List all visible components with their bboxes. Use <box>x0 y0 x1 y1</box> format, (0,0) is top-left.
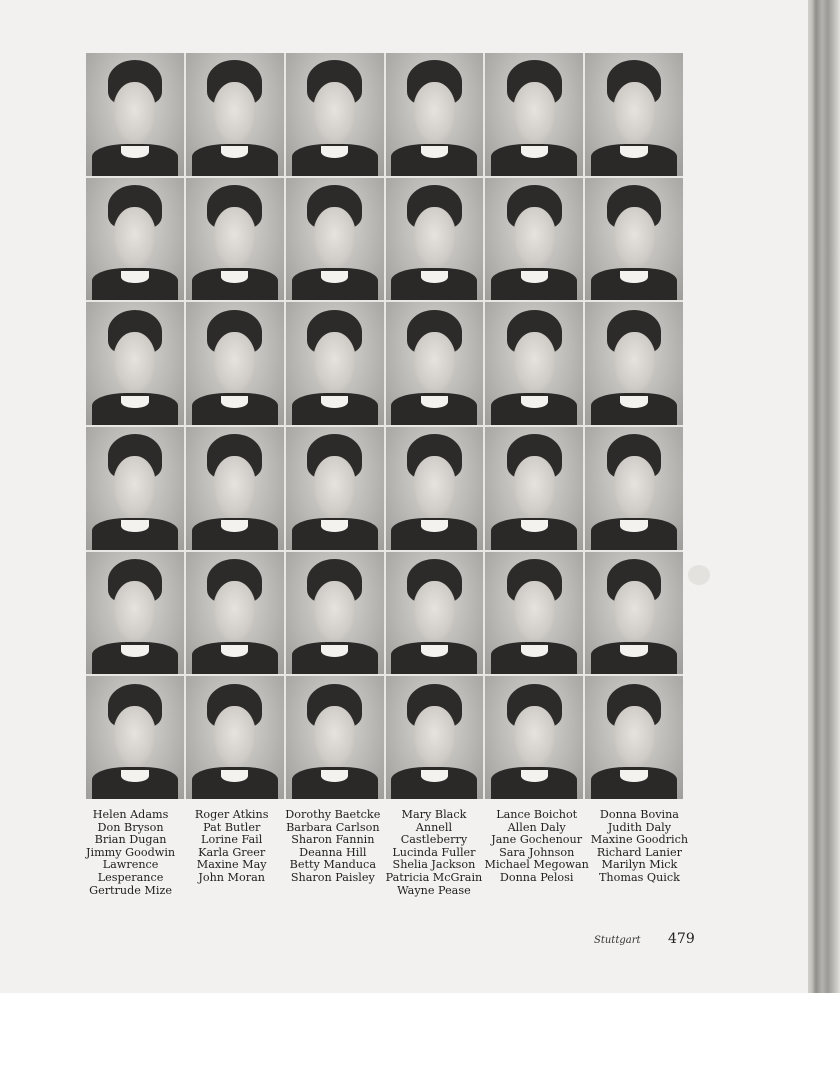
scan-margin <box>0 993 840 1087</box>
name-column <box>589 809 690 897</box>
portrait-face <box>513 82 556 143</box>
portrait-collar <box>620 645 647 657</box>
student-name: Betty Manduca <box>289 858 376 872</box>
student-portrait <box>186 676 284 799</box>
student-portrait <box>286 302 384 425</box>
student-name: Karla Greer <box>198 845 266 859</box>
portrait-face <box>113 332 156 393</box>
portrait-face <box>113 82 156 143</box>
student-portrait <box>286 53 384 176</box>
student-portrait <box>585 427 683 550</box>
name-column <box>181 809 282 897</box>
portrait-collar <box>620 271 647 283</box>
student-name: Shelia Jackson <box>392 858 476 872</box>
page-footer-label: Stuttgart <box>594 935 641 946</box>
portrait-face <box>313 456 356 517</box>
portrait-collar <box>521 271 548 283</box>
portrait-face <box>313 332 356 393</box>
student-portrait <box>585 178 683 301</box>
portrait-face <box>613 332 656 393</box>
student-portrait <box>386 676 484 799</box>
portrait-face <box>213 456 256 517</box>
student-name: Lawrence <box>102 858 159 872</box>
student-name: Patricia McGrain <box>385 870 483 884</box>
student-name: Donna Bovina <box>599 808 679 821</box>
student-portrait <box>485 178 583 301</box>
page-number: 479 <box>668 931 695 947</box>
student-name: Marilyn Mick <box>601 858 678 872</box>
portrait-face <box>413 207 456 268</box>
portrait-face <box>313 706 356 767</box>
student-name: Roger Atkins <box>194 808 269 821</box>
portrait-face <box>113 581 156 642</box>
student-name: Annell <box>415 820 453 834</box>
student-name: Lucinda Fuller <box>392 845 476 859</box>
student-portrait <box>585 676 683 799</box>
student-portrait <box>286 427 384 550</box>
student-portrait <box>485 427 583 550</box>
student-name: Pat Butler <box>203 820 261 834</box>
portrait-face <box>113 207 156 268</box>
portrait-collar <box>620 396 647 408</box>
student-name: Lorine Fail <box>201 833 263 847</box>
student-portrait <box>86 552 184 675</box>
student-name: Maxine Goodrich <box>590 833 689 847</box>
student-name: Barbara Carlson <box>286 820 380 834</box>
name-column <box>80 809 181 897</box>
portrait-collar <box>121 645 148 657</box>
name-captions <box>80 809 690 897</box>
portrait-face <box>213 82 256 143</box>
student-portrait <box>186 302 284 425</box>
portrait-collar <box>421 396 448 408</box>
portrait-face <box>613 706 656 767</box>
portrait-collar <box>221 396 248 408</box>
student-name: Jimmy Goodwin <box>86 845 176 859</box>
portrait-collar <box>321 396 348 408</box>
portrait-face <box>613 82 656 143</box>
portrait-face <box>613 207 656 268</box>
name-column <box>485 809 589 897</box>
name-column <box>282 809 383 897</box>
student-portrait <box>386 302 484 425</box>
portrait-collar <box>521 645 548 657</box>
student-name: Donna Pelosi <box>499 870 574 884</box>
portrait-face <box>513 207 556 268</box>
portrait-face <box>513 456 556 517</box>
student-name: Sharon Paisley <box>290 870 375 884</box>
portrait-collar <box>521 770 548 782</box>
portrait-face <box>213 706 256 767</box>
portrait-face <box>413 82 456 143</box>
student-portrait <box>585 302 683 425</box>
portrait-collar <box>421 770 448 782</box>
student-name: Maxine May <box>196 858 267 872</box>
student-portrait <box>286 676 384 799</box>
student-portrait <box>86 178 184 301</box>
student-portrait <box>86 302 184 425</box>
name-column <box>383 809 484 897</box>
portrait-face <box>513 706 556 767</box>
portrait-face <box>413 332 456 393</box>
student-name: Deanna Hill <box>299 845 367 859</box>
student-name: John Moran <box>198 870 265 884</box>
student-name: Wayne Pease <box>397 883 471 897</box>
student-portrait <box>386 427 484 550</box>
portrait-face <box>213 332 256 393</box>
portrait-collar <box>221 770 248 782</box>
portrait-face <box>413 456 456 517</box>
portrait-face <box>513 332 556 393</box>
student-name: Thomas Quick <box>598 870 680 884</box>
student-name: Castleberry <box>400 833 468 847</box>
portrait-collar <box>521 396 548 408</box>
portrait-collar <box>121 770 148 782</box>
student-portrait <box>86 676 184 799</box>
portrait-face <box>513 581 556 642</box>
student-name: Helen Adams <box>92 808 169 821</box>
portrait-face <box>413 706 456 767</box>
portrait-collar <box>121 396 148 408</box>
student-name: Judith Daly <box>607 820 672 834</box>
student-name: Jane Gochenour <box>491 833 583 847</box>
student-portrait <box>286 552 384 675</box>
portrait-face <box>313 581 356 642</box>
student-portrait <box>386 53 484 176</box>
student-portrait <box>86 53 184 176</box>
portrait-face <box>613 581 656 642</box>
student-portrait <box>386 178 484 301</box>
portrait-collar <box>121 271 148 283</box>
student-portrait <box>485 53 583 176</box>
portrait-face <box>613 456 656 517</box>
student-portrait <box>485 676 583 799</box>
student-portrait <box>585 552 683 675</box>
student-portrait <box>186 427 284 550</box>
student-portrait <box>485 552 583 675</box>
portrait-grid <box>86 53 683 799</box>
student-name: Sharon Fannin <box>291 833 375 847</box>
portrait-face <box>113 456 156 517</box>
portrait-face <box>113 706 156 767</box>
student-name: Lesperance <box>97 870 164 884</box>
student-portrait <box>386 552 484 675</box>
book-binding <box>808 0 840 993</box>
student-portrait <box>186 53 284 176</box>
portrait-collar <box>620 770 647 782</box>
portrait-face <box>213 581 256 642</box>
student-portrait <box>485 302 583 425</box>
student-name: Dorothy Baetcke <box>285 808 381 821</box>
portrait-face <box>313 82 356 143</box>
student-portrait <box>86 427 184 550</box>
student-name: Mary Black <box>401 808 467 821</box>
student-name: Brian Dugan <box>94 833 167 847</box>
student-name: Lance Boichot <box>496 808 578 821</box>
student-name: Michael Megowan <box>484 858 589 872</box>
student-name: Sara Johnson <box>499 845 575 859</box>
student-name: Allen Daly <box>507 820 566 834</box>
portrait-face <box>313 207 356 268</box>
student-portrait <box>585 53 683 176</box>
paper-smudge <box>688 565 710 585</box>
portrait-face <box>213 207 256 268</box>
student-portrait <box>286 178 384 301</box>
portrait-face <box>413 581 456 642</box>
student-name: Gertrude Mize <box>89 883 172 897</box>
student-portrait <box>186 552 284 675</box>
portrait-collar <box>321 770 348 782</box>
student-name: Don Bryson <box>97 820 164 834</box>
student-portrait <box>186 178 284 301</box>
student-name: Richard Lanier <box>596 845 682 859</box>
